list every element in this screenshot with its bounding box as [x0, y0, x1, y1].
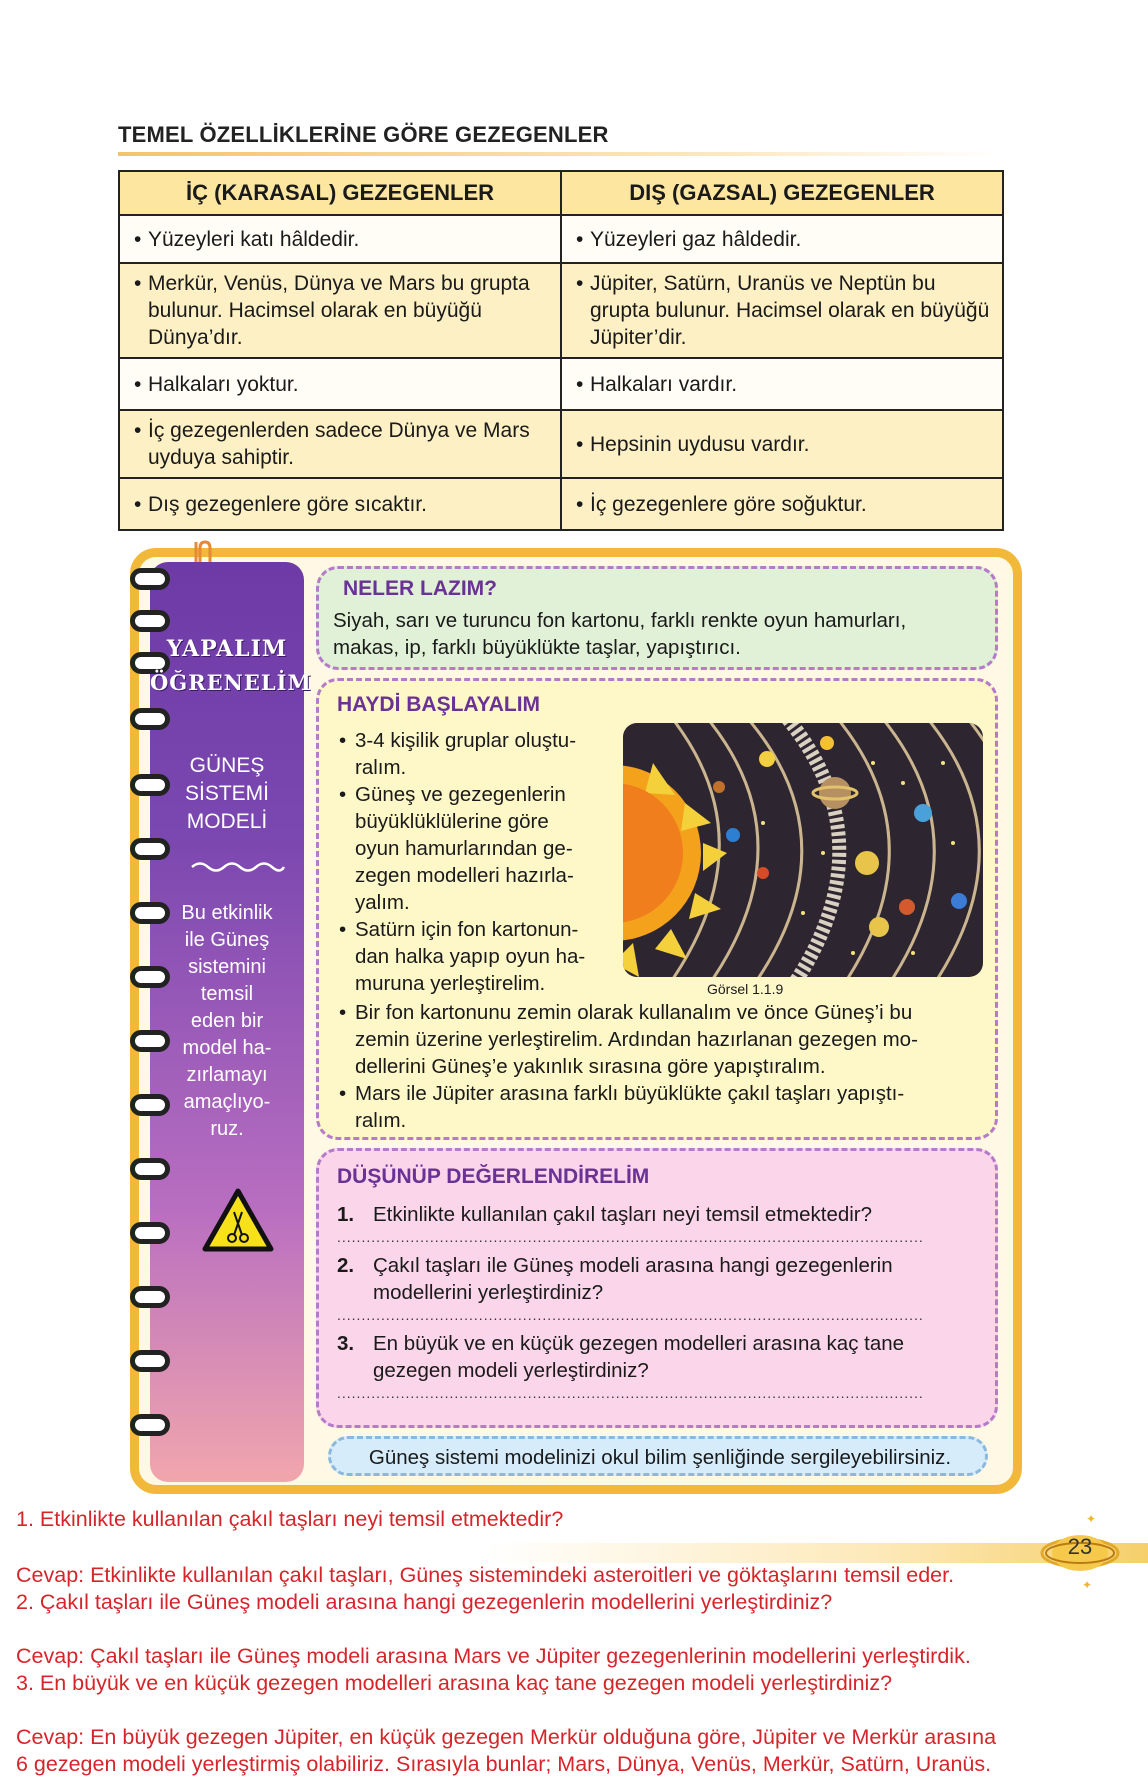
instructions-title: HAYDİ BAŞLAYALIM: [337, 693, 541, 716]
question-2: 2. Çakıl taşları ile Güneş modeli arasına hangi gezegenlerin modellerini yerleştirdiniz?: [337, 1254, 893, 1304]
section-heading: TEMEL ÖZELLİKLERİNE GÖRE GEZEGENLER: [118, 122, 609, 147]
evaluation-questions: [337, 1201, 973, 1404]
star-icon: ✦: [1082, 1578, 1093, 1592]
sidebar-subtitle-line2: SİSTEMİ: [184, 782, 269, 805]
solar-system-model-image: [623, 723, 983, 977]
instructions-list-wide: [337, 999, 977, 1134]
list-item: • Mars ile Jüpiter arasına farklı büyüklükte çakıl taşları yapıştı- ralım.: [337, 1080, 977, 1134]
table-cell: • Yüzeyleri katı hâldedir.: [119, 215, 561, 263]
planet-comparison-table: [118, 170, 1004, 531]
answer-line[interactable]: ........................................................................................................................: [337, 1308, 924, 1323]
list-item: • Güneş ve gezegenlerin büyüklüklülerine göre oyun hamurlarından ge- zegen modelleri hazırla- yalım.: [337, 781, 637, 916]
instructions-list-narrow: [337, 727, 637, 997]
wave-divider: [190, 860, 286, 874]
table-cell: • Dış gezegenlere göre sıcaktır.: [119, 478, 561, 530]
answer-line[interactable]: ........................................................................................................................: [337, 1386, 924, 1401]
footer-note-box: [328, 1436, 988, 1476]
evaluation-box: [316, 1148, 998, 1428]
answer-line-7: 6 gezegen modeli yerleştirmiş olabiliriz. Sırasıyla bunlar; Mars, Dünya, Venüs, Merkür, Satürn, Uranüs.: [16, 1752, 992, 1776]
table-cell: • Halkaları vardır.: [561, 358, 1003, 410]
table-cell: • İç gezegenlerden sadece Dünya ve Mars uyduya sahiptir.: [119, 410, 561, 478]
table-row: [119, 410, 1003, 478]
instructions-box: [316, 678, 998, 1140]
question-1: 1. Etkinlikte kullanılan çakıl taşları neyi temsil etmektedir?: [337, 1203, 873, 1226]
question-3: 3. En büyük ve en küçük gezegen modelleri arasına kaç tane gezegen modeli yerleştirdiniz?: [337, 1332, 905, 1382]
list-item: • 3-4 kişilik gruplar oluştu- ralım.: [337, 727, 637, 781]
table-cell: • İç gezegenlere göre soğuktur.: [561, 478, 1003, 530]
table-header-outer: DIŞ (GAZSAL) GEZEGENLER: [561, 171, 1003, 215]
list-item: • Bir fon kartonunu zemin olarak kullanalım ve önce Güneş’i bu zemin üzerine yerleştirelim. Ardından hazırlanan gezegen mo- dellerini Güneş’e yakınlık sırasına göre yapıştıralım.: [337, 999, 977, 1080]
evaluation-title: DÜŞÜNÜP DEĞERLENDİRELİM: [337, 1165, 650, 1188]
table-header-inner: İÇ (KARASAL) GEZEGENLER: [119, 171, 561, 215]
table-cell: • Jüpiter, Satürn, Uranüs ve Neptün bu grupta bulunur. Hacimsel olarak en büyüğü Jüpiter’dir.: [561, 263, 1003, 358]
table-cell: • Hepsinin uydusu vardır.: [561, 410, 1003, 478]
sidebar-title-line2: ÖĞRENELİM: [150, 670, 312, 695]
answer-line-4: Cevap: Çakıl taşları ile Güneş modeli arasına Mars ve Jüpiter gezegenlerinin modellerini yerleştirdik.: [16, 1644, 971, 1668]
scissors-warning-icon: [202, 1188, 274, 1252]
image-caption: Görsel 1.1.9: [707, 981, 784, 997]
materials-line2: makas, ip, farklı büyüklükte taşlar, yapıştırıcı.: [333, 636, 741, 659]
answer-line-2: Cevap: Etkinlikte kullanılan çakıl taşları, Güneş sistemindeki asteroitleri ve göktaşlarını temsil eder.: [16, 1563, 955, 1587]
sidebar-title-line1: YAPALIM: [166, 636, 288, 662]
materials-box: [316, 566, 998, 670]
table-row: [119, 263, 1003, 358]
answer-line-3: 2. Çakıl taşları ile Güneş modeli arasına hangi gezegenlerin modellerini yerleştirdiniz?: [16, 1590, 833, 1614]
materials-title: NELER LAZIM?: [343, 577, 497, 600]
materials-line1: Siyah, sarı ve turuncu fon kartonu, farklı renkte oyun hamurları,: [333, 609, 907, 632]
answer-line-6: Cevap: En büyük gezegen Jüpiter, en küçük gezegen Merkür olduğuna göre, Jüpiter ve Merkür arasına: [16, 1725, 997, 1749]
page-number: 23: [1067, 1534, 1093, 1559]
table-row: [119, 358, 1003, 410]
table-row: [119, 215, 1003, 263]
star-icon: ✦: [1086, 1512, 1097, 1526]
answer-line-1: 1. Etkinlikte kullanılan çakıl taşları neyi temsil etmektedir?: [16, 1507, 564, 1531]
table-cell: • Merkür, Venüs, Dünya ve Mars bu grupta bulunur. Hacimsel olarak en büyüğü Dünya’dır.: [119, 263, 561, 358]
table-cell: • Halkaları yoktur.: [119, 358, 561, 410]
heading-underline: [118, 152, 998, 156]
answer-line-5: 3. En büyük ve en küçük gezegen modelleri arasına kaç tane gezegen modeli yerleştirdiniz?: [16, 1671, 893, 1695]
footer-note: Güneş sistemi modelinizi okul bilim şenliğinde sergileyebilirsiniz.: [368, 1446, 952, 1469]
table-cell: • Yüzeyleri gaz hâldedir.: [561, 215, 1003, 263]
sidebar-subtitle-line3: MODELİ: [186, 810, 268, 833]
sidebar-subtitle-line1: GÜNEŞ: [189, 754, 265, 777]
table-row: [119, 478, 1003, 530]
sidebar-description: Bu etkinlik ile Güneş sistemini temsil eden bir model ha- zırlamayı amaçlıyo- ruz.: [181, 902, 273, 1140]
list-item: • Satürn için fon kartonun- dan halka yapıp oyun ha- muruna yerleştirelim.: [337, 916, 637, 997]
answer-line[interactable]: ........................................................................................................................: [337, 1230, 924, 1245]
